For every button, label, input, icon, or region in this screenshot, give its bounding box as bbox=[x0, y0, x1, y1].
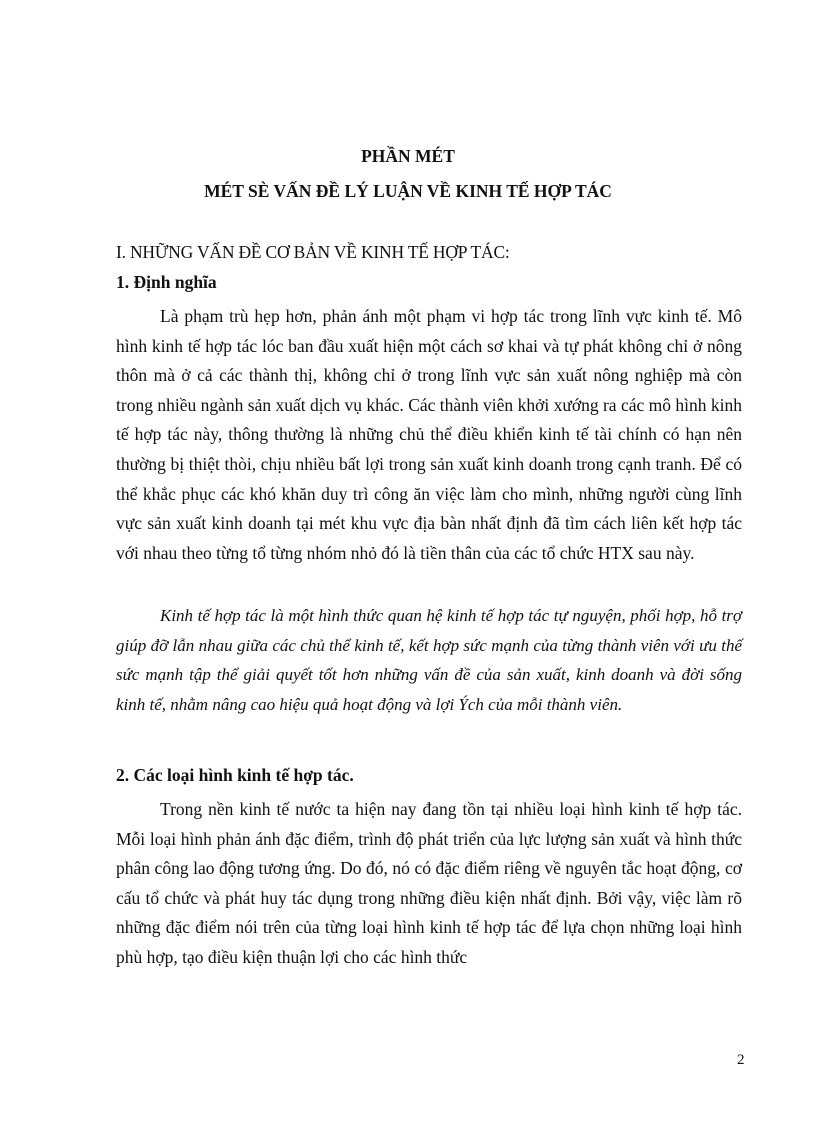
paragraph-definition-italic: Kinh tế hợp tác là một hình thức quan hệ kinh tế hợp tác tự nguyện, phối hợp, hỗ trợ giúp đỡ lẫn nhau giữa các chủ thể kinh tế, kết hợp sức mạnh của từng thành viên với ưu thế sức mạnh tập thể giải quyết tốt hơn những vấn đề của sản xuất, kinh doanh và đời sống kinh tế, nhằm nâng cao hiệu quả hoạt động và lợi Ých của mỗi thành viên. bbox=[116, 606, 742, 714]
paragraph-types: Trong nền kinh tế nước ta hiện nay đang tồn tại nhiều loại hình kinh tế hợp tác. Mỗi loại hình phản ánh đặc điểm, trình độ phát triển của lực lượng sản xuất và hình thức phân công lao động tương ứng. Do đó, nó có đặc điểm riêng về nguyên tắc hoạt động, cơ cấu tổ chức và phát huy tác dụng trong những điều kiện nhất định. Bởi vậy, việc làm rõ những đặc điểm nói trên của từng loại hình kinh tế hợp tác để lựa chọn những loại hình phù hợp, tạo điều kiện thuận lợi cho các hình thức bbox=[116, 799, 742, 967]
subsection-1-title: 1. Định nghĩa bbox=[116, 272, 217, 292]
part-title: PHẦN MÉT bbox=[361, 146, 455, 166]
subsection-2-title: 2. Các loại hình kinh tế hợp tác. bbox=[116, 765, 354, 785]
page-number: 2 bbox=[737, 1052, 745, 1068]
paragraph-definition: Là phạm trù hẹp hơn, phản ánh một phạm vi hợp tác trong lĩnh vực kinh tế. Mô hình kinh tế hợp tác lóc ban đầu xuất hiện một cách sơ khai và tự phát không chỉ ở nông thôn mà ở cả các thành thị, không chỉ ở trong lĩnh vực sản xuất nông nghiệp mà còn trong nhiều ngành sản xuất dịch vụ khác. Các thành viên khởi xướng ra các mô hình kinh tế hợp tác này, thông thường là những chủ thể điều khiển kinh tế tài chính có hạn nên thường bị thiệt thòi, chịu nhiều bất lợi trong sản xuất kinh doanh trong cạnh tranh. Để có thể khắc phục các khó khăn duy trì công ăn việc làm cho mình, những người cùng lĩnh vực sản xuất kinh doanh tại mét khu vực địa bàn nhất định đã tìm cách liên kết hợp tác với nhau theo từng tổ từng nhóm nhỏ đó là tiền thân của các tổ chức HTX sau này. bbox=[116, 306, 742, 563]
part-subtitle: MÉT SÈ VẤN ĐỀ LÝ LUẬN VỀ KINH TẾ HỢP TÁC bbox=[204, 181, 612, 201]
section-heading: I. NHỮNG VẤN ĐỀ CƠ BẢN VỀ KINH TẾ HỢP TÁC: bbox=[116, 242, 510, 262]
